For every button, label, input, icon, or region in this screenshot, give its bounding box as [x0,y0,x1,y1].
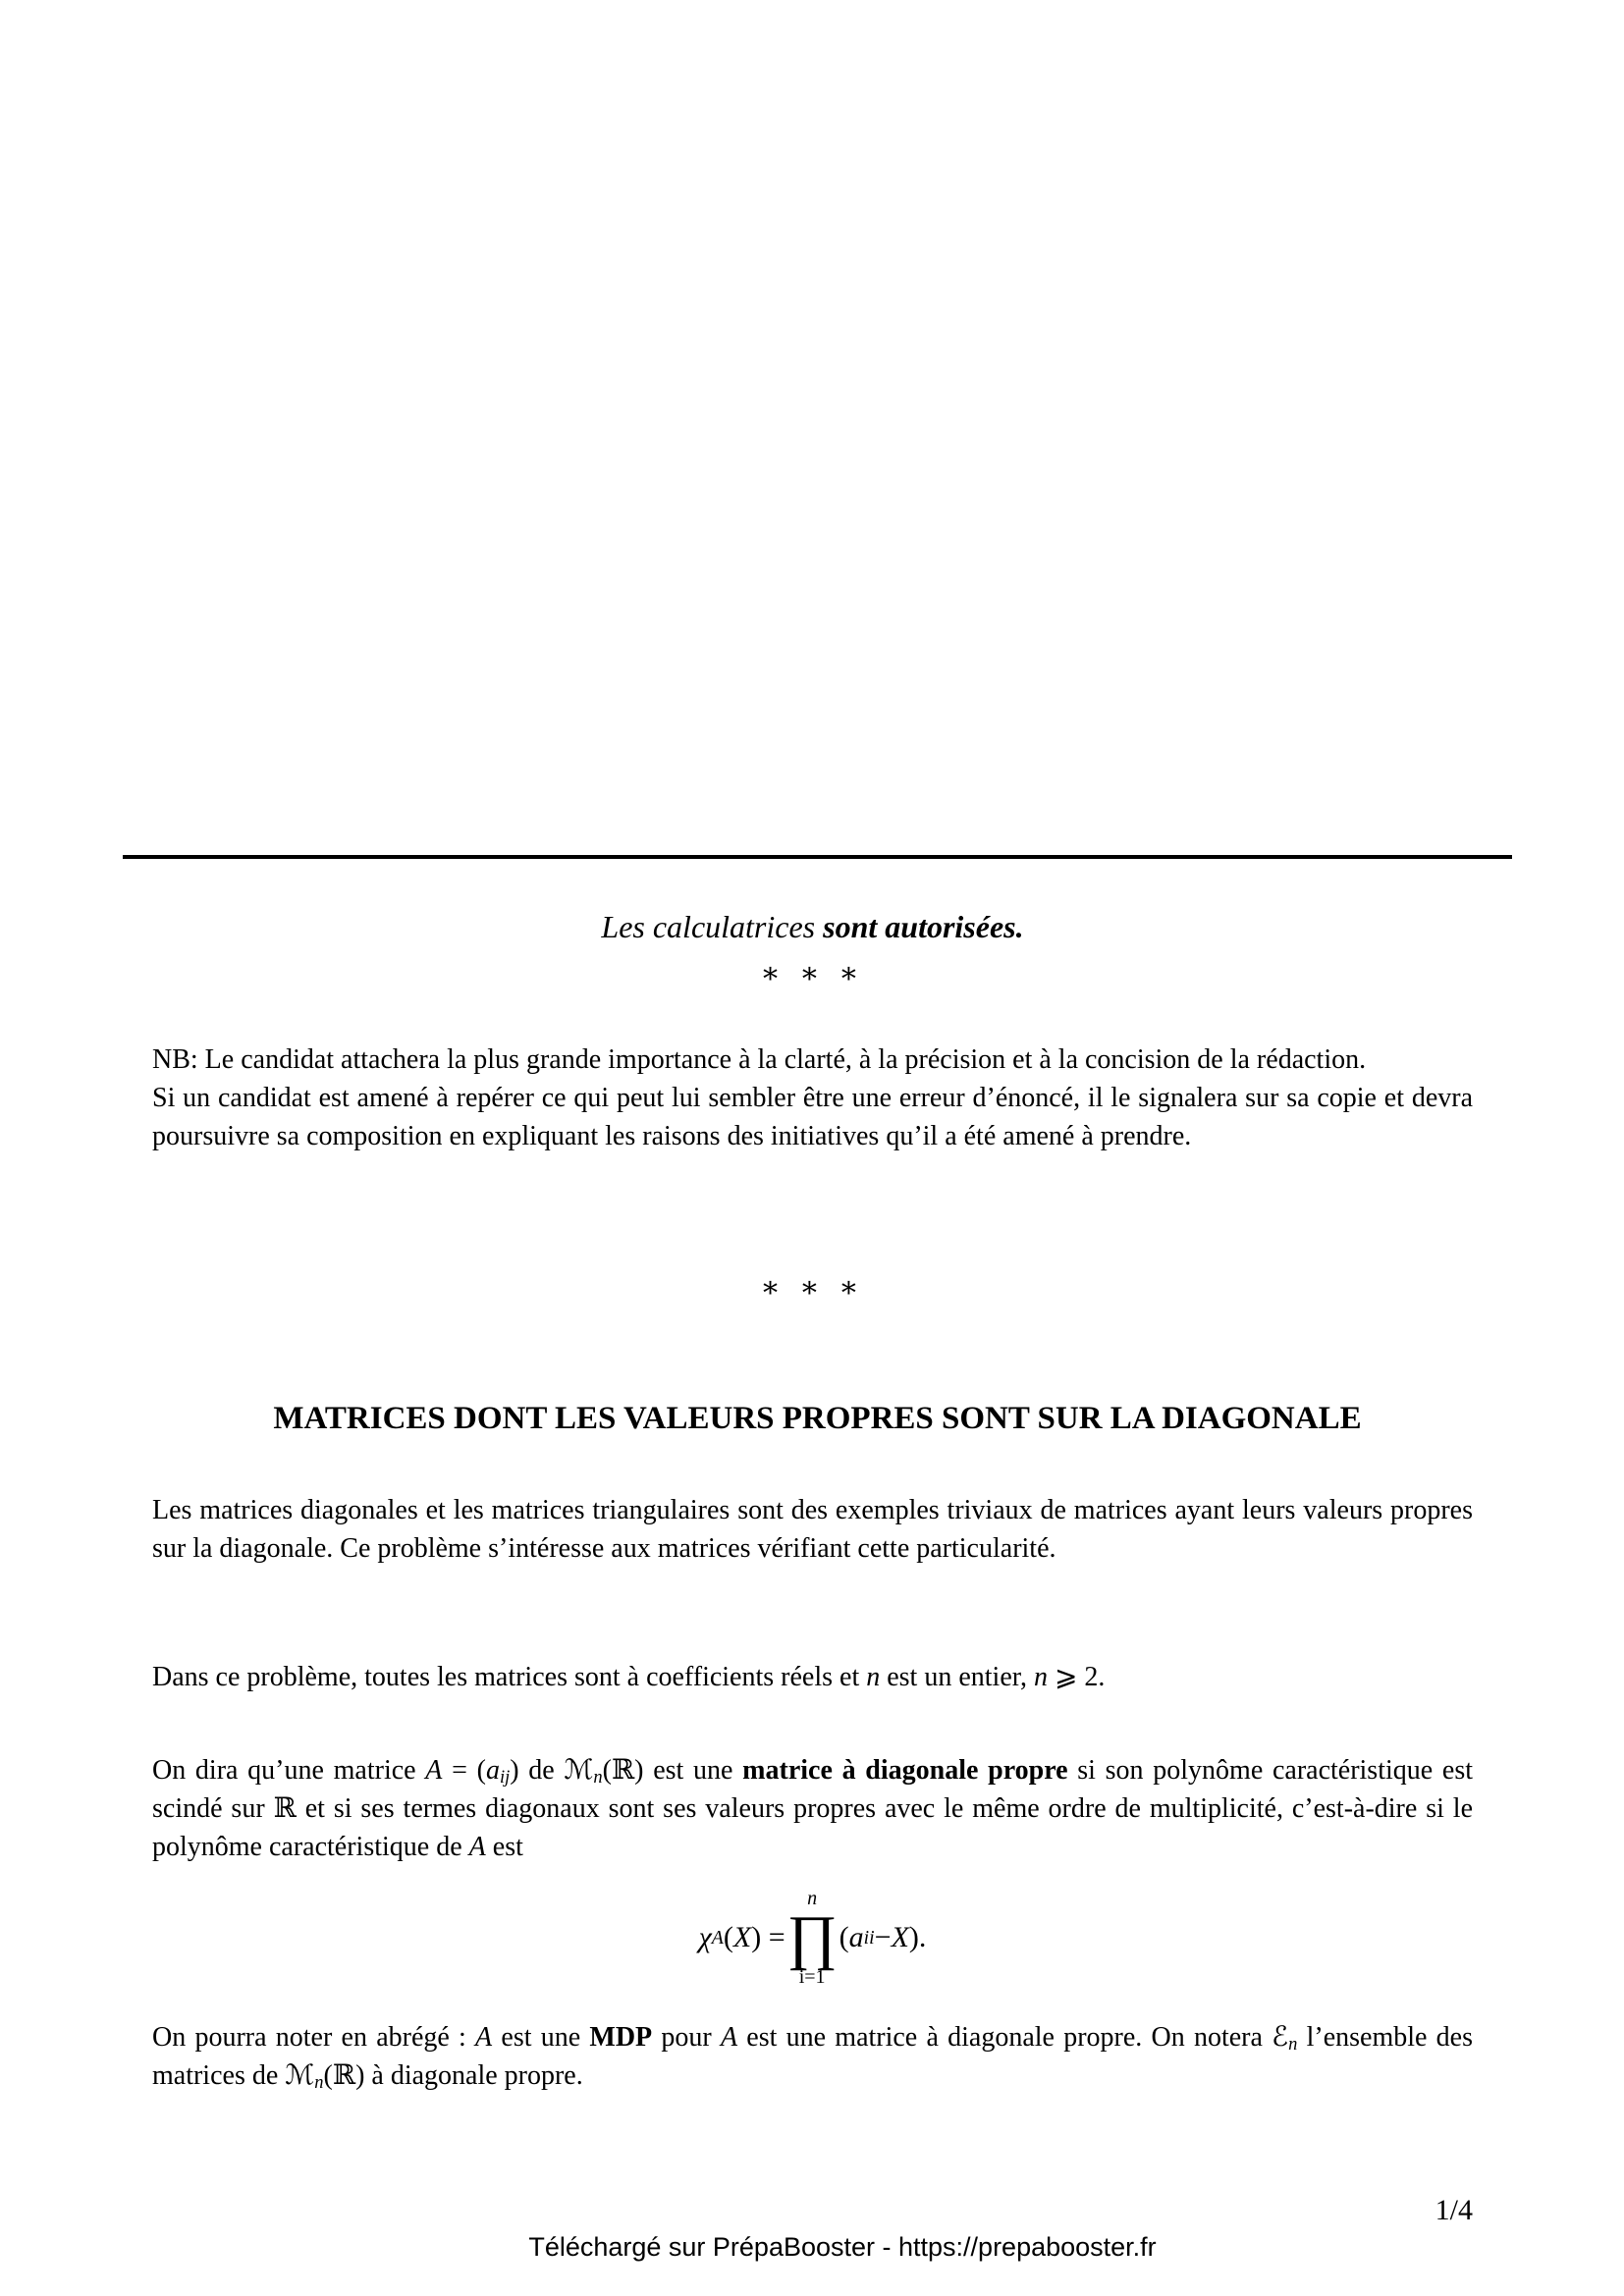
notice-text: Les calculatrices [601,909,824,944]
definition-text: ) de [510,1755,565,1786]
math-A: A [468,1832,486,1862]
stars-separator: ∗ ∗ ∗ [760,1271,865,1304]
definition-text: si son polynôme caractéristique est scindé sur ℝ et si ses termes diagonaux sont ses valeurs propres avec le même ordre de multiplicité, c’est-à-dire si le polynôme caractéristique de [152,1755,1474,1862]
hypothesis-text: ⩾ 2. [1047,1662,1106,1692]
product-upper-limit: n [807,1888,818,1909]
math-X: X [732,1921,752,1953]
product-symbol: ∏ [786,1904,838,1971]
math-subscript-n: n [1288,2034,1298,2055]
math-subscript-n: n [593,1767,603,1788]
math-a: a [848,1921,864,1953]
abbrev-text: pour [652,2022,721,2053]
document-title: MATRICES DONT LES VALEURS PROPRES SONT SUR LA DIAGONALE [273,1401,1362,1436]
math-A: A [475,2022,493,2053]
abbrev-text: (ℝ) à diagonale propre. [323,2060,583,2091]
script-M-symbol: ℳ [564,1755,594,1786]
script-E-symbol: ℰ [1272,2022,1289,2053]
definition-term-bold: matrice à diagonale propre [742,1755,1068,1786]
math-A: A [425,1755,443,1786]
nb-line-1: NB: Le candidat attachera la plus grande importance à la clarté, à la précision et à la concision de la rédaction. [152,1044,1367,1075]
script-M-symbol: ℳ [285,2060,315,2091]
formula-text: ). [908,1921,927,1953]
hypothesis-paragraph [152,1658,1473,1696]
page-number: 1/4 [1435,2194,1473,2226]
formula-text: ( [839,1921,849,1953]
definition-paragraph [152,1751,1473,1866]
notice-text-bold: sont autorisées. [823,909,1024,944]
abbrev-text: est une [492,2022,590,2053]
math-n: n [1033,1662,1048,1692]
math-subscript-n: n [314,2072,324,2093]
math-subscript-ij: ij [499,1767,511,1788]
abbrev-text: est une matrice à diagonale propre. On notera [737,2022,1272,2053]
abbrev-text: On pourra noter en abrégé : [152,2022,476,2053]
mdp-acronym-bold: MDP [589,2022,653,2053]
math-X: X [891,1921,909,1953]
hypothesis-text: est un entier, [880,1662,1034,1692]
stars-separator: ∗ ∗ ∗ [760,957,865,989]
product-lower-limit: i=1 [798,1966,826,1988]
intro-text: Les matrices diagonales et les matrices triangulaires sont des exemples triviaux de matrices ayant leurs valeurs propres sur la diagonale. Ce problème s’intéresse aux matrices vérifiant cette particularité. [152,1495,1473,1564]
math-A: A [720,2022,738,2053]
math-chi: χ [698,1921,712,1953]
characteristic-polynomial-formula: χ A ( X ) = n ∏ i=1 ( a ii − X ). [698,1888,927,1988]
download-credit: Téléchargé sur PrépaBooster - https://prepabooster.fr [528,2232,1157,2262]
abbrev-text: l’ensemble des matrices de [152,2022,1473,2091]
formula-text: ) = [751,1921,785,1953]
definition-text: (ℝ) est une [602,1755,743,1786]
definition-text: On dira qu’une matrice [152,1755,426,1786]
definition-text: est [485,1832,523,1862]
intro-paragraph [152,1491,1473,1568]
definition-text: = ( [442,1755,486,1786]
formula-text: ( [723,1921,733,1953]
nb-line-2: Si un candidat est amené à repérer ce qui peut lui sembler être une erreur d’énoncé, il le signalera sur sa copie et devra poursuivre sa composition en expliquant les raisons des initiatives qu’il a été amené à prendre. [152,1083,1473,1151]
abbreviation-paragraph [152,2018,1473,2095]
hypothesis-text: Dans ce problème, toutes les matrices sont à coefficients réels et [152,1662,867,1692]
math-n: n [866,1662,881,1692]
horizontal-rule [123,855,1512,859]
math-a: a [485,1755,500,1786]
product-operator [787,1887,838,1989]
nb-paragraph [152,1041,1473,1155]
formula-text: − [874,1921,892,1953]
calculator-notice [152,907,1473,946]
